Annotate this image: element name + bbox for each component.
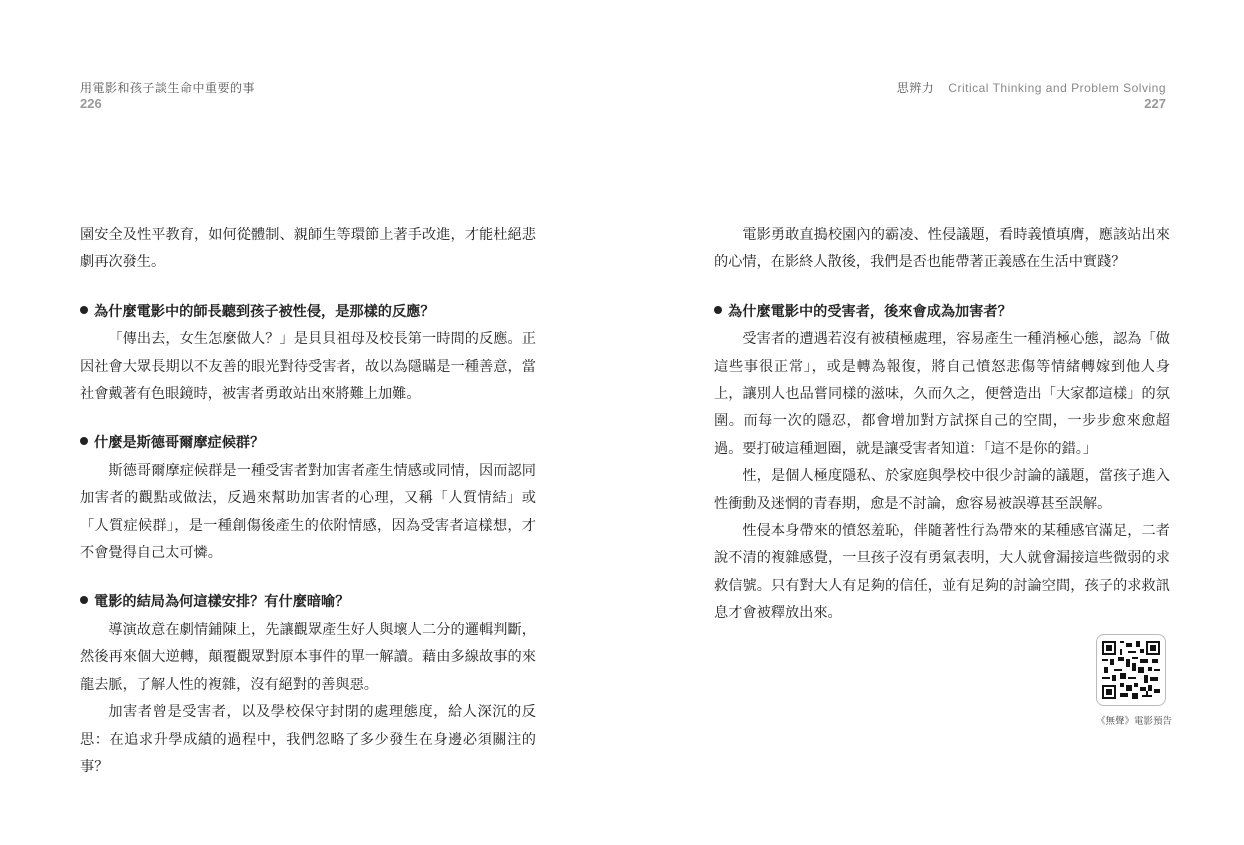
- section-heading: [714, 299, 1170, 326]
- section-heading: [80, 299, 536, 326]
- qr-caption: 《無聲》電影預告: [1095, 716, 1172, 727]
- chapter-title: 思辨力: [896, 81, 935, 95]
- paragraph: 受害者的遭遇若沒有被積極處理，容易產生一種消極心態，認為「做這些事很正常」，或是轉為報復，將自己憤怒悲傷等情緒轉嫁到他人身上，讓別人也品嘗同樣的滋味，久而久之，便營造出「大家都這樣」的氛圍。而每一次的隱忍，都會增加對方試探自己的空間，一步步愈來愈超過。要打破這種迴圈，就是讓受害者知道：「這不是你的錯。」: [714, 331, 1170, 457]
- paragraph: 加害者曾是受害者，以及學校保守封閉的處理態度，給人深沉的反思：在追求升學成績的過程中，我們忽略了多少發生在身邊必須關注的事？: [80, 704, 536, 775]
- bullet-icon: [80, 437, 88, 445]
- running-head: [80, 79, 255, 96]
- paragraph: 性，是個人極度隱私、於家庭與學校中很少討論的議題，當孩子進入性衝動及迷惘的青春期，愈是不討論，愈容易被誤導甚至誤解。: [714, 468, 1170, 512]
- qr-code-icon: [1102, 641, 1160, 699]
- page-number: 227: [1144, 96, 1166, 111]
- paragraph: 導演故意在劇情鋪陳上，先讓觀眾產生好人與壞人二分的邏輯判斷，然後再來個大逆轉，顛覆觀眾對原本事件的單一解讀。藉由多線故事的來龍去脈，了解人性的複雜，沒有絕對的善與惡。: [80, 621, 536, 693]
- heading-text: 電影的結局為何這樣安排？有什麼暗喻？: [94, 594, 350, 611]
- qr-code[interactable]: [1096, 634, 1166, 706]
- body-text: [80, 222, 536, 781]
- paragraph: 性侵本身帶來的憤怒羞恥，伴隨著性行為帶來的某種感官滿足，二者說不清的複雜感覺，一旦孩子沒有勇氣表明，大人就會漏接這些微弱的求救信號。只有對大人有足夠的信任，並有足夠的討論空間，孩子的求救訊息才會被釋放出來。: [714, 523, 1170, 622]
- right-page: [622, 0, 1244, 845]
- section-heading: [80, 589, 536, 616]
- heading-text: 為什麼電影中的受害者，後來會成為加害者？: [728, 303, 1012, 320]
- bullet-icon: [80, 306, 88, 314]
- paragraph: 斯德哥爾摩症候群是一種受害者對加害者產生情感或同情，因而認同加害者的觀點或做法，反過來幫助加害者的心理，又稱「人質情結」或「人質症候群」，是一種創傷後產生的依附情感，因為受害者這樣想，才不會覺得自己太可憐。: [80, 462, 536, 562]
- heading-text: 什麼是斯德哥爾摩症候群？: [94, 435, 265, 452]
- bullet-icon: [714, 306, 722, 314]
- book-title: 用電影和孩子談生命中重要的事: [80, 81, 256, 95]
- heading-text: 為什麼電影中的師長聽到孩子被性侵，是那樣的反應？: [94, 303, 435, 320]
- body-text: [714, 222, 1170, 628]
- bullet-icon: [80, 596, 88, 604]
- section-heading: [80, 430, 536, 457]
- paragraph: 電影勇敢直搗校園內的霸凌、性侵議題，看時義憤填膺，應該站出來的心情，在影終人散後，我們是否也能帶著正義感在生活中實踐？: [714, 227, 1170, 271]
- chapter-subtitle: Critical Thinking and Problem Solving: [948, 81, 1166, 95]
- paragraph: 「傳出去，女生怎麼做人？」是貝貝祖母及校長第一時間的反應。正因社會大眾長期以不友善的眼光對待受害者，故以為隱瞞是一種善意，當社會戴著有色眼鏡時，被害者勇敢站出來將難上加難。: [80, 331, 536, 403]
- page-number: 226: [80, 96, 102, 111]
- paragraph: 園安全及性平教育，如何從體制、親師生等環節上著手改進，才能杜絕悲劇再次發生。: [80, 227, 536, 271]
- running-head: [897, 79, 1166, 96]
